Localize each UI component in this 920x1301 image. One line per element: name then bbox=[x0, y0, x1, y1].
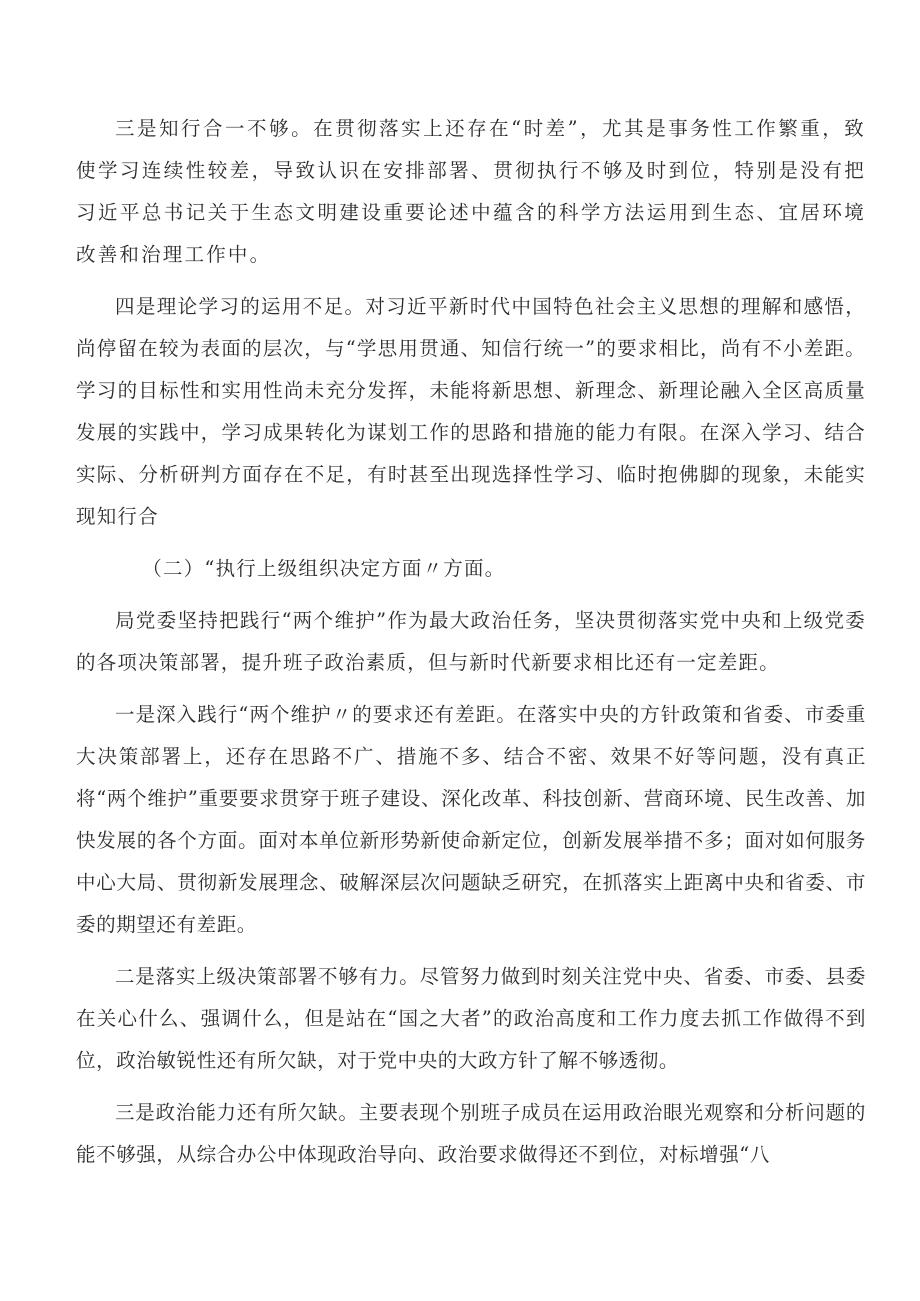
paragraph-two-safeguards-intro: 局党委坚持把践行“两个维护”作为最大政治任务，坚决贯彻落实党中央和上级党委的各项决策部署，提升班子政治素质，但与新时代新要求相比还有一定差距。 bbox=[76, 609, 866, 674]
paragraph-two-safeguards-gap: 一是深入践行“两个维护〃的要求还有差距。在落实中央的方针政策和省委、市委重大决策部署上，还存在思路不广、措施不多、结合不密、效果不好等问题，没有真正将“两个维护”重要要求贯穿于班子建设、深化改革、科技创新、营商环境、民生改善、加快发展的各个方面。面对本单位新形势新使命新定位，创新发展举措不多；面对如何服务中心大局、贯彻新发展理念、破解深层次问题缺乏研究，在抓落实上距离中央和省委、市委的期望还有差距。 bbox=[76, 703, 866, 936]
document-body bbox=[76, 108, 866, 1186]
paragraph-knowledge-action: 三是知行合一不够。在贯彻落实上还存在“时差”，尤其是事务性工作繁重，致使学习连续性较差，导致认识在安排部署、贯彻执行不够及时到位，特别是没有把习近平总书记关于生态文明建设重要论述中蕴含的科学方法运用到生态、宜居环境改善和治理工作中。 bbox=[76, 117, 866, 266]
section-heading-execution: （二）“执行上级组织决定方面〃方面。 bbox=[142, 557, 506, 580]
paragraph-theory-application: 四是理论学习的运用不足。对习近平新时代中国特色社会主义思想的理解和感悟，尚停留在较为表面的层次，与“学思用贯通、知信行统一”的要求相比，尚有不小差距。学习的目标性和实用性尚未充分发挥，未能将新思想、新理念、新理论融入全区高质量发展的实践中，学习成果转化为谋划工作的思路和措施的能力有限。在深入学习、结合实际、分析研判方面存在不足，有时甚至出现选择性学习、临时抱佛脚的现象，未能实现知行合 bbox=[76, 295, 866, 528]
paragraph-political-ability: 三是政治能力还有所欠缺。主要表现个别班子成员在运用政治眼光观察和分析问题的能不够强，从综合办公中体现政治导向、政治要求做得还不到位，对标增强“八 bbox=[76, 1101, 866, 1166]
paragraph-implementation: 二是落实上级决策部署不够有力。尽管努力做到时刻关注党中央、省委、市委、县委在关心什么、强调什么，但是站在“国之大者”的政治高度和工作力度去抓工作做得不到位，政治敏锐性还有所欠缺，对于党中央的大政方针了解不够透彻。 bbox=[76, 965, 866, 1072]
